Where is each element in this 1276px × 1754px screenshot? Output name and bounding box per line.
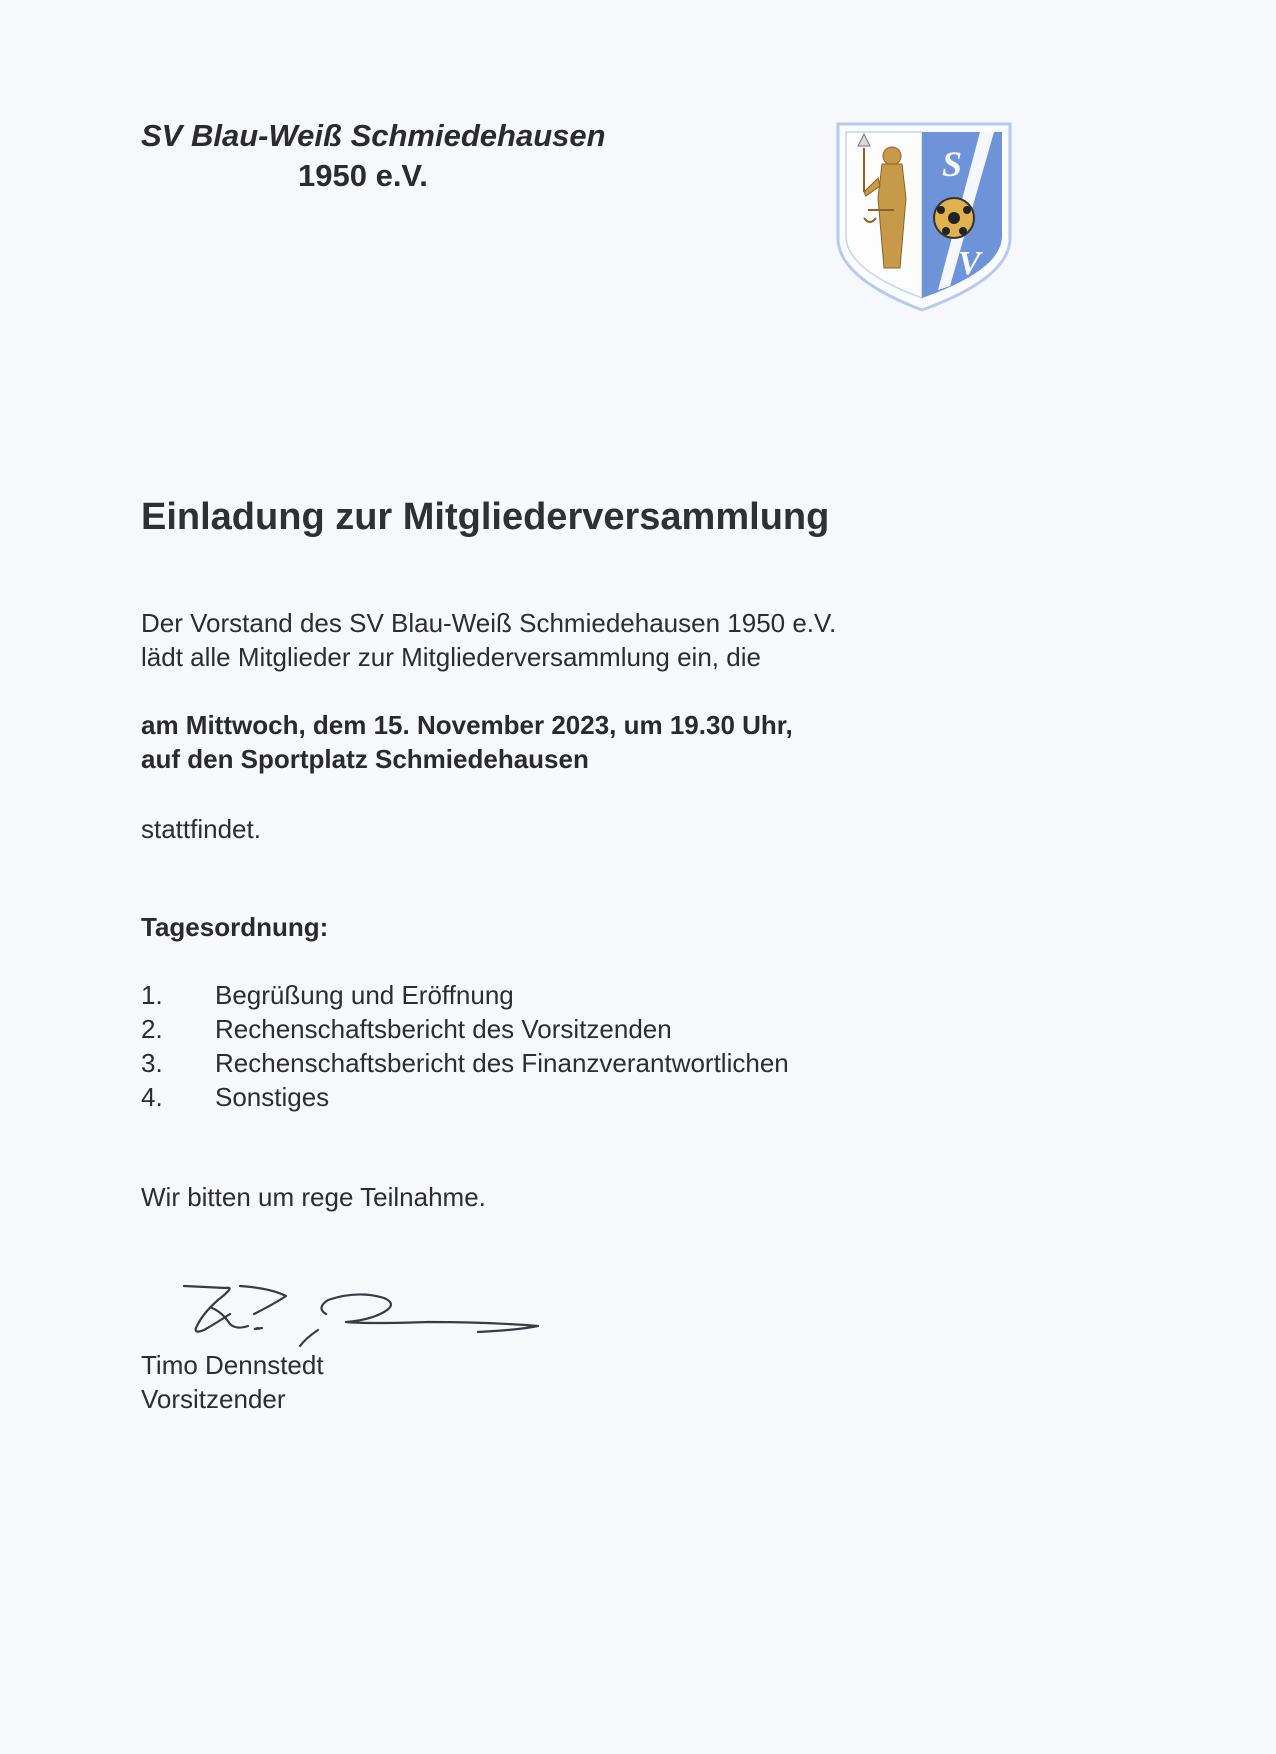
agenda-item-text: Rechenschaftsbericht des Vorsitzenden — [215, 1014, 672, 1044]
agenda-item-number: 1. — [141, 980, 163, 1010]
agenda-list — [141, 978, 789, 1114]
agenda-item-number: 2. — [141, 1014, 163, 1044]
page-title: Einladung zur Mitgliederversammlung — [141, 496, 830, 538]
intro-line-1: Der Vorstand des SV Blau-Weiß Schmiedehausen 1950 e.V. — [141, 608, 837, 638]
signer-role: Vorsitzender — [141, 1384, 286, 1414]
agenda-item-text: Rechenschaftsbericht des Finanzverantwortlichen — [215, 1048, 789, 1078]
details-line-2: auf den Sportplatz Schmiedehausen — [141, 744, 589, 774]
agenda-item — [141, 1080, 789, 1114]
details-line-1: am Mittwoch, dem 15. November 2023, um 19.30 Uhr, — [141, 710, 793, 740]
agenda-item-number: 3. — [141, 1048, 163, 1078]
intro-line-2: lädt alle Mitglieder zur Mitgliederversammlung ein, die — [141, 642, 761, 672]
agenda-item — [141, 1012, 789, 1046]
agenda-item — [141, 1046, 789, 1080]
signer-name: Timo Dennstedt — [141, 1350, 324, 1380]
participation-request: Wir bitten um rege Teilnahme. — [141, 1182, 486, 1212]
club-crest-logo — [830, 118, 1018, 314]
closing-verb: stattfindet. — [141, 814, 261, 844]
handwritten-signature — [178, 1278, 548, 1358]
agenda-item-text: Begrüßung und Eröffnung — [215, 980, 514, 1010]
club-year: 1950 e.V. — [298, 158, 428, 193]
club-name: SV Blau-Weiß Schmiedehausen — [141, 118, 606, 153]
crest-letter-s: S — [942, 144, 963, 184]
crest-letter-v: V — [958, 245, 981, 282]
agenda-title: Tagesordnung: — [141, 912, 329, 942]
agenda-item-text: Sonstiges — [215, 1082, 330, 1112]
agenda-item-number: 4. — [141, 1082, 163, 1112]
agenda-item — [141, 978, 789, 1012]
